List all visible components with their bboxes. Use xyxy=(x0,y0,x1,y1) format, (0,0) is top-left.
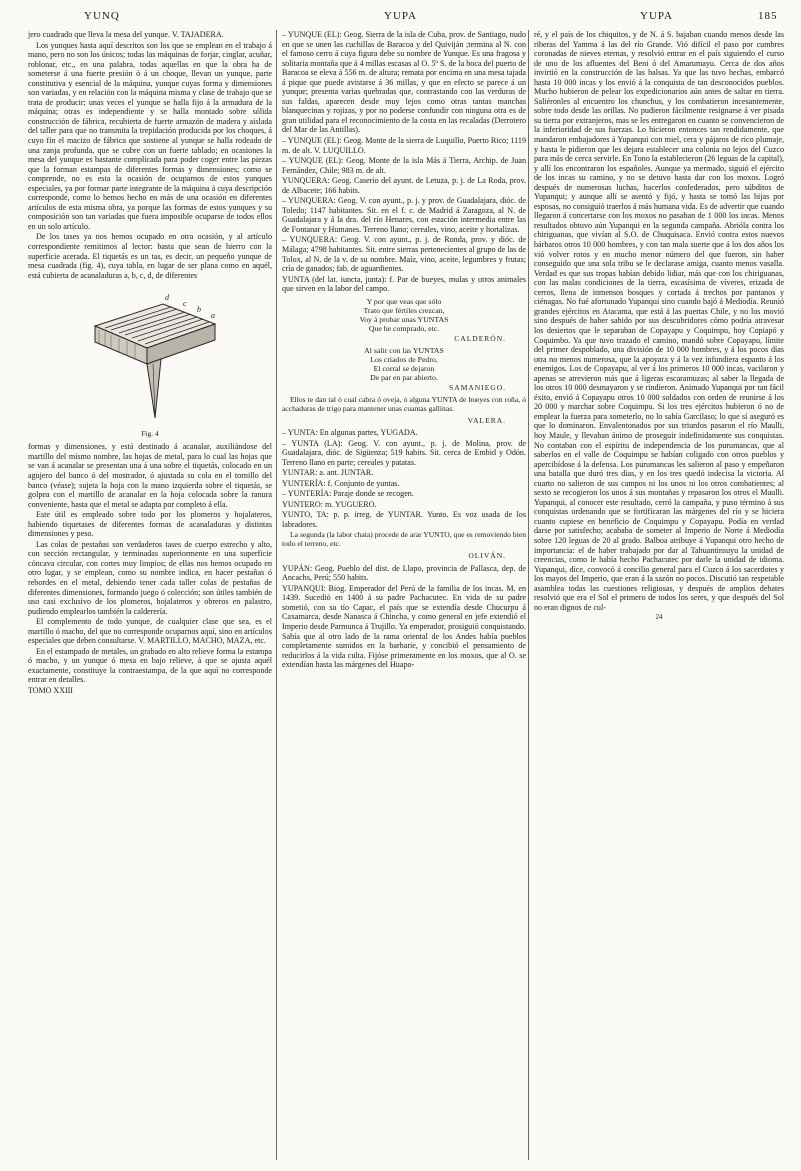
paragraph: ré, y el país de los chiquitos, y de N. á S. bajaban cuando menos desde las riberas del Yamma á las del río Grande. Vió difícil el paso por cumbres coronadas de nieves eternas, y resolvió entrar en el país siguiendo el curso de uno de los afluentes del Beni ó del Amarumayu. Cerca de dos años invirtió en la construcción de las balsas. Ya que las tuvo hechas, embarcó hasta 10 000 incas y los envió á la conquista de tan desconocidos pueblos. Mucho hubieron de pelear los expedicionarios aún antes de saltar en tierra. Saliéronles al encuentro los chunchus, y los combatieron incesantemente, sobre todo desde las orillas. No pudieron fácilmente resignarse á ver pisada su tierra por extranjeros, mas se les entregaron en cuanto se convencieron de la inferioridad de sus fuerzas. Lo hicieron entonces tan rendidamente, que mandaron embajadores á Yupanqui con miel, cera y pájaros de rico plumaje, y hasta le pidieron que les dejara establecer una colonia no lejos del Cuzco para más de cerca servirle. En Tono la establecieron (26 leguas de la capital), y allí los encontraron los españoles. Aunque ya mermado, siguió el ejército de los incas su camino, y no se detuvo hasta dar con los moxos. Logró después de numerosas luchas, hacerlos confederados, pero súbditos de Yupanqui; y aunque allí se asentó y fijó, y hasta se tomó las hijas por esposas, no consiguió traerlos á más humana vida. Es de advertir que cuando llegaron á concertarse con los moxos no pasaban de 1 000 los incas. Menos resultados obtuvo aún Yupanqui en la segunda campaña. Abrióla contra los chiriguanas, que vivían al S.O. de Chuquisaca. Envió contra estos nuevos bárbaros otros 10 000 hombres, y con tan mala suerte que á los dos años los vió volver rotos y en mucho menor número del que fueron, sin haber conseguido que una sola tribu se le declarase amiga, cuanto menos vasalla. Verdad es que sus tropas habían debido lidiar, más que con los chiriguanas, con las malas condiciones de la tierra, escasísima de víveres, erizada de cerros, llena de inmensos bosques y cortada á trechos por pantanos y ciénagas. No fué afortunado Yupanqui sino cuando bajó á Mediodía. Reunió grandes ejércitos en Atacama, que está á las puertas Chile, y no los movió sino después de haber sabido por sus descubridores cómo podría atravesar los desiertos que le separaban de Copayapu y Coquimpu, hoy Copiapó y Coquimbo. Ya que tuvo trazado el camino, mandó sobre Copayapu, límite del primer despoblado, una división de 10 000 hombres, y á los pocos días otra no menos numerosa, que la apoyara y á la vez infundiera espanto á los enemigos. Los de Copayapu, al ver á los primeros 10 000 incas, vacilaron y apenas se atrevieron más que á ligeras escaramuzas; al saber la llegada de los otros 10 000 desmayaron y se rindieron. Animado Yupanqui por tan fácil éxito, envió á Copayapu otros 10 000 soldados con orden de reunirse á los 20 000 y marchar sobre Coquimpu. Si los tres ejércitos hubieron ó no de emplear la fuerza para someterlo, no lo sabía Garcilaso; lo que sí aseguró es que lo dominaron. Envalentonados por sus triunfos pasaron el río Maulli, hoy Maule, y llevaban ánimo de proseguir indefinidamente sus conquistas. No contaban con el espíritu de independencia de los purumancas, que al saberlos en el valle de Coquimpu se habían coligado con otros pueblos y apercibídose á la defensa. Los purumancas les salieron al paso y empeñaron una batalla que duró tres días, y en los tres quedó indecisa la victoria. Al cuarto no salieron de sus campos ni los unos ni los otros combatientes; al sexto se recogieron los unos á sus montañas y repasaron los otros el Maulli. Yupanqui, al conocer este resultado, cerró la campaña, y puso término á sus conquistas ordenando que se fortificaran las márgenes del río y se hiciera cuanto cupiese en beneficio de Coquimpu y Copayapu. Podía en verdad darse por satisfecho; acababa de someter al Imperio de Norte á Mediodía sobre 120 leguas de 20 al grado. Balboa atribuye á Yupanqui otro hecho de importancia: el de haber trabajado por dar al Tahuantinsuyu la unidad de creencias, como le había hecho Pachacutec por darle la unidad de idioma. Yupanqui, dice, convocó á concilio general para el Cuzco á los sacerdotes y los mayos del Imperio, que eran á la sazón no pocos. Discutió tan respetable asamblea todas las cuestiones religiosas, y después de amplios debates resolvió que era el Sol el primero de todos los seres, y que después del Sol no eran dignos de cul- xyxy=(534,30,784,612)
entry-yunque-chile: – YUNQUE (EL): Geog. Monte de la isla Más á Tierra, Archip. de Juan Fernández, Chile; 983 m. de alt. xyxy=(282,156,526,175)
quote-author-wrap xyxy=(282,551,526,560)
verse-quote-calderon xyxy=(282,297,526,343)
quote-author: OLIVÁN. xyxy=(468,551,506,561)
paragraph: Los yunques hasta aquí descritos son los que se emplean en el trabajo á mano, pero no son los únicos; todas las máquinas de forjar, cinglar, acuñar, roblonar, etc., en una palabra, todas aquellas en que la obra ha de someterse á una fuerte presión ó á un choque, llevan un yunque, parte constitutiva y esencial de la máquina, yunque cuyas forma y dimensiones son variadas, y en relación con la máquina misma y clase de trabajo que se trata de producir; unas veces el yunque se halla fijo á la armadura de la máquina; otras es independiente y se halla montado sobre sólida construcción de fábrica, recubierta de fuerte armazón de madera y aislada del taller para que no transmita la trepidación producida por los choques, á cuyo fin el macizo de fábrica que sostiene al yunque se halla rodeado de una zanja profunda, que se cubre con un fuerte tablado; en ocasiones la mesa del yunque es bastante complicada para poder coger entre las piezas que la forman estampas de diferentes formas y dimensiones; como se comprende, no es esta la ocasión de ocuparnos de estos yunques especiales, ya por formar parte integrante de la máquina á cuya descripción corresponde, como lo hemos hecho en más de una ocasión en diferentes artículos de esta misma obra, ya porque las formas de estos yunques y su composición son tan variadas que fuera imposible ocuparse de todos ellos en un solo artículo. xyxy=(28,40,272,231)
verse-line: De par en par abierto. xyxy=(370,373,438,383)
entry-yuntero: YUNTERO: m. YUGUERO. xyxy=(282,499,377,509)
volume-footer: TOMO XXIII xyxy=(28,685,73,695)
svg-text:b: b xyxy=(197,305,201,315)
quote-author: CALDERÓN. xyxy=(454,333,506,343)
entry-yunta: YUNTA (del lat. iuncta, junta): f. Par de bueyes, mulas y otros animales que sirven en la labor del campo. xyxy=(282,274,526,294)
header-left-guide: YUNQ xyxy=(84,10,120,22)
paragraph: jero cuadrado que lleva la mesa del yunque. V. TAJADERA. xyxy=(28,30,224,39)
entry-yunquera-malaga: – YUNQUERA: Geog. V. con ayunt., p. j. de Ronda, prov. y dióc. de Málaga; 4798 habitantes. Sit. entre sierras pertenecientes al grupo de las de Tolox, al N. de la v. de su nombre. Maíz, vino, aceite, legumbres y frutas; cría de ganados; fab. de aguardientes. xyxy=(282,235,526,274)
paragraph: Este útil es empleado sobre todo por los plomeros y hojalateros, habiendo tiquetases de diferentes formas de acanaladuras y distintas dimensiones y peso. xyxy=(28,510,272,539)
entry-yupanqui: YUPANQUI: Biog. Emperador del Perú de la familia de los incas. M. en 1439. Sucedió en 1400 á su padre Pachacutec. En vida de su padre sometió, con su tío Capac, el país que se extendía desde Chucurpu á Caxamarca, desde Nanasca á Chincha, y como general en jefe extendió el Imperio desde Parmunca á Trujillo. Ya emperador, prosiguió conquistando. Sabía que al otro lado de la rama oriental de los Andes había pueblos completamente sumidos en la barbarie, y concibió el pensamiento de reducirlos á la vida culta. Fijóse primeramente en los moxos, que al O. se extendían hasta las márgenes del Huapo- xyxy=(282,583,526,670)
verse-line: Y por que veas que sólo xyxy=(366,296,442,306)
entry-yuntar: YUNTAR: a. ant. JUNTAR. xyxy=(282,468,374,478)
page-number: 185 xyxy=(758,10,778,22)
verse-line: Al salir con las YUNTAS xyxy=(364,345,444,355)
prose-quote-valera: Ellos te dan tal ó cual cabra ó oveja, ó alguna YUNTA de bueyes con roña, ó acchaduras de trigo para mantener unas cuantas gallinas. xyxy=(282,394,526,413)
entry-yunque-luquillo: – YUNQUE (EL): Geog. Monte de la sierra de Luquillo, Puerto Rico; 1119 m. de alt. V. LUQUILLO. xyxy=(282,136,526,155)
verse-quote-samaniego xyxy=(282,346,526,392)
running-header xyxy=(0,10,801,26)
verse-line: Voy á probar unas YUNTAS xyxy=(359,315,449,325)
verse-line: El corral se dejaron xyxy=(373,364,435,374)
entry-yunquera-guadalajara: – YUNQUERA: Geog. V. con ayunt., p. j. y prov. de Guadalajara, dióc. de Toledo; 1147 habitantes. Sit. en el f. c. de Madrid á Zaragoza, al N. de Guadalajara y á la dra. del río Henares, con estación intermedia entre las de Fontanar y Humanes. Terreno llano; cereales, vino, aceite y hortalizas. xyxy=(282,196,526,234)
entry-yunta-la: – YUNTA (LA): Geog. V. con ayunt., p. j. de Molina, prov. de Guadalajara, dióc. de Sigüenza; 519 habits. Sit. cerca de Embid y Odón. Terreno llano en parte; cereales y patatas. xyxy=(282,438,526,467)
paragraph: De los tases ya nos hemos ocupado en otra ocasión, y al artículo correspondiente remitimos al lector: basta que sean de hierro con la superficie acerada. El tiquetás es un tas, es decir, un pequeño yunque de mesa cuadrada (fig. 4), cuya tabla, en lugar de ser plana como en aquél, está cubierta de acanaladuras a, b, c, d, de diferentes xyxy=(28,232,272,280)
signature-mark: 24 xyxy=(655,613,663,622)
quote-author-wrap xyxy=(282,416,526,425)
verse-line: Que he comprado, etc. xyxy=(368,324,440,334)
entry-yunteria-2: – YUNTERÍA: Paraje donde se recogen. xyxy=(282,489,414,499)
column-rule-1 xyxy=(276,30,277,1160)
header-right-guide: YUPA xyxy=(640,10,673,22)
quote-author: VALERA. xyxy=(467,415,506,425)
entry-yunquera-albacete: YUNQUERA: Geog. Caserío del ayunt. de Letuza, p. j. de La Roda, prov. de Albacete; 166 habits. xyxy=(282,176,526,195)
prose-quote-olivan: La segunda (la labor chata) procede de arar YUNTO, que es removiendo bien todo el terreno, etc. xyxy=(282,530,526,549)
svg-text:a: a xyxy=(211,311,215,321)
column-3 xyxy=(534,30,784,1164)
verse-line: Los criados de Pedro, xyxy=(370,354,438,364)
paragraph: En el estampado de metales, un grabado en alto relieve forma la estampa ó macho, y un yunque ó mesa en bajo relieve, á que se ajusta aquél exactamente, constituye la contraestampa, de la que aquí no corresponde entrar en detalles. xyxy=(28,646,272,685)
entry-yunteria: YUNTERÍA: f. Conjunto de yuntas. xyxy=(282,478,400,488)
column-rule-2 xyxy=(528,30,529,1160)
figure-caption: Fig. 4 xyxy=(141,428,159,438)
entry-yunque-cuba: – YUNQUE (EL): Geog. Sierra de la isla de Cuba, prov. de Santiago, nudo en que se unen las cuchillas de Baracoa y del Quiviján ;termina al N. con el famoso cerro á cuya figura debe su nombre de Yunque. Es una fragosa y solitaria montaña que á 4 millas escasas al O. 5º S. de la boca del puerto de Baracoa se eleva á 556 m. de altura; remata por encima en una mesa tajada á pique que puede avistarse á 36 millas, y que en efecto se parece á un yunque; presenta varias quebradas que, contrastando con las verduras de sus faldas, aparecen desde muy lejos como otras tantas manchas blanquecinas y rojizas, y por no poderse confundir con ninguna otra es de gran utilidad para el reconocimiento de la costa en las recaladas (Derrotero del Mar de las Antillas). xyxy=(282,30,526,135)
paragraph: El complemento de todo yunque, de cualquier clase que sea, es el martillo ó macho, del que no corresponde ocuparnos aquí, sino en artículos especiales que deben consultarse. V. MARTILLO, MACHO, MAZA, etc. xyxy=(28,617,272,646)
paragraph: Las colas de pestañas son verdaderos tases de cuerpo estrecho y alto, con sección rectangular, y terminadas superiormente en una superficie cóncava circular, con cortes muy limpios; de ellas nos hemos ocupado en otro lugar, y se emplean, como su nombre indica, en hacer pestañas ó rebordes en el metal, debiendo tener cada taller colas de pestañas de diferentes dimensiones, formando juego ó colección; son útiles también de uso casi exclusivo de los plomeros, hojalateros y obreros en palastro, pudiendo emplearlos también la calderería. xyxy=(28,539,272,616)
svg-text:c: c xyxy=(183,299,187,309)
quote-author: SAMANIEGO. xyxy=(449,382,506,392)
verse-line: Trato que fértiles crezcan, xyxy=(363,305,445,315)
column-1 xyxy=(28,30,272,1164)
column-2 xyxy=(282,30,526,1164)
entry-yupan: YUPÁN: Geog. Pueblo del dist. de Llapo, provincia de Pallasca, dep. de Ancachs, Perú; 550 habits. xyxy=(282,563,526,583)
entry-yunto: YUNTO, TA: p. p. irreg. de YUNTAR. Yunto. Es voz usada de los labradores. xyxy=(282,510,526,529)
figure-tiquetas xyxy=(28,286,272,438)
paragraph: formas y dimensiones, y está destinado á acanalar, auxiliándose del martillo del mismo nombre, las hojas de metal, para lo cual las hojas que se van á acanalar se presentan una á una sobre el tiquetás, colocado en un agujero del banco ó del mostrador, ó ajustada su cola en el tornillo del banco (véase); sujeta la hoja con la mano izquierda sobre el tiquetás, se golpea con el martillo de acanalar en la hoja colocada sobre la ranura conveniente, hasta que el metal se adapta por completo á ella. xyxy=(28,442,272,509)
tiquetas-illustration xyxy=(75,286,225,424)
svg-text:d: d xyxy=(165,293,169,303)
entry-yunta-yugada: – YUNTA: En algunas partes, YUGADA. xyxy=(282,428,418,437)
header-center-guide: YUPA xyxy=(384,10,417,22)
